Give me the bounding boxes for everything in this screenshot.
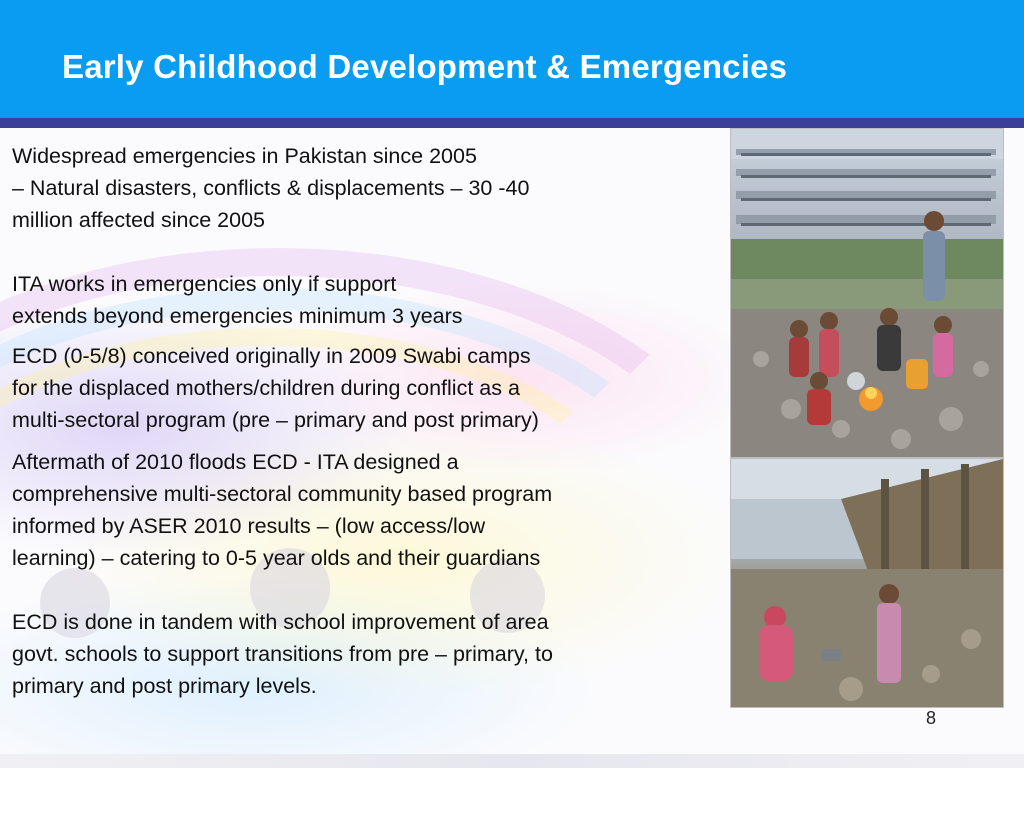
text-line: multi-sectoral program (pre – primary and post primary) bbox=[12, 408, 539, 432]
text-line: primary and post primary levels. bbox=[12, 674, 317, 698]
text-line: million affected since 2005 bbox=[12, 208, 265, 232]
text-line: ECD is done in tandem with school improvement of area bbox=[12, 610, 549, 634]
text-line: – Natural disasters, conflicts & displacements – 30 -40 bbox=[12, 176, 530, 200]
slide-number: 8 bbox=[926, 708, 937, 728]
title-underline-band bbox=[0, 118, 1024, 128]
text-line: ECD (0-5/8) conceived originally in 2009 Swabi camps bbox=[12, 344, 531, 368]
text-line: extends beyond emergencies minimum 3 years bbox=[12, 304, 463, 328]
text-line: Aftermath of 2010 floods ECD - ITA designed a bbox=[12, 450, 459, 474]
text-line: govt. schools to support transitions from pre – primary, to bbox=[12, 642, 553, 666]
paragraph-ecd-origin bbox=[12, 340, 728, 436]
text-line: comprehensive multi-sectoral community based program bbox=[12, 482, 553, 506]
text-line: for the displaced mothers/children during conflict as a bbox=[12, 376, 520, 400]
paragraph-emergencies bbox=[12, 140, 728, 236]
camp-photo-illustration bbox=[731, 129, 1003, 457]
paragraph-floods-program bbox=[12, 446, 728, 574]
text-line: informed by ASER 2010 results – (low access/low bbox=[12, 514, 486, 538]
slide-body bbox=[12, 140, 728, 702]
title-bar bbox=[0, 0, 1024, 118]
paragraph-ita-support bbox=[12, 268, 728, 332]
footer-decoration bbox=[0, 754, 1024, 768]
flood-photo-illustration bbox=[731, 459, 1003, 707]
text-line: Widespread emergencies in Pakistan since 2005 bbox=[12, 144, 477, 168]
slide-title: Early Childhood Development & Emergencies bbox=[62, 48, 788, 85]
paragraph-school-improvement bbox=[12, 606, 728, 702]
photo-flood-settlement bbox=[730, 458, 1004, 708]
text-line: learning) – catering to 0-5 year olds and their guardians bbox=[12, 546, 541, 570]
photo-camp-children bbox=[730, 128, 1004, 458]
text-line: ITA works in emergencies only if support bbox=[12, 272, 397, 296]
